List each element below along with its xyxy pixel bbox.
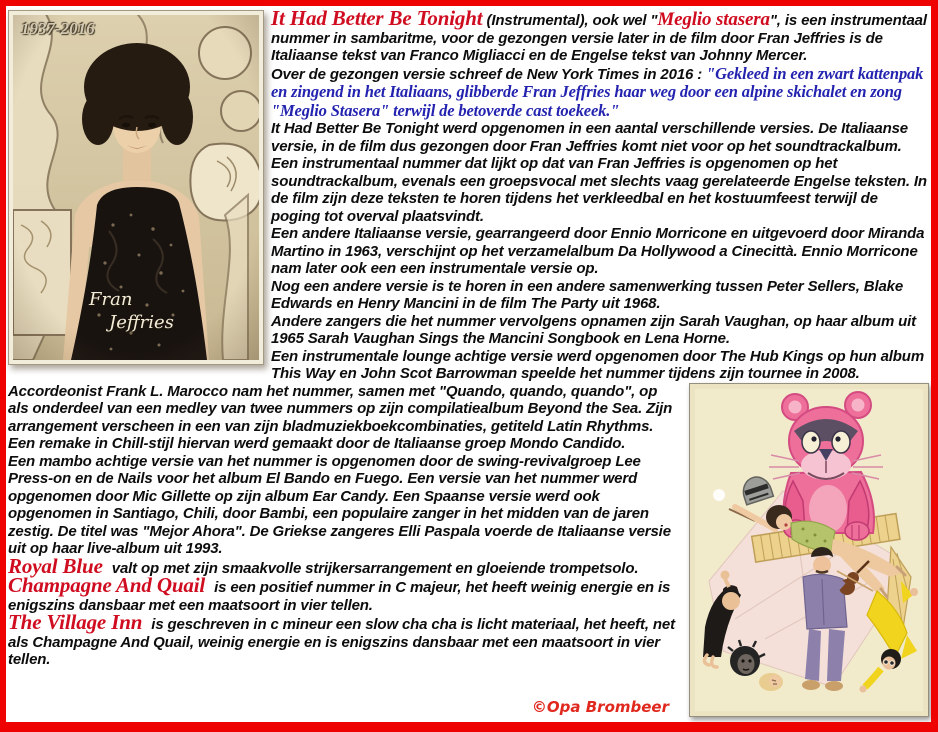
song-title: It Had Better Be Tonight	[271, 6, 483, 30]
song-alt-title: Meglio stasera	[657, 9, 770, 30]
blonde-woman-head	[759, 673, 783, 691]
track-title-village-inn: The Village Inn	[8, 610, 143, 634]
versions-paragraph: It Had Better Be Tonight werd opgenomen in een aantal verschillende versies. De Italiaanse versie, in de film dus gezongen door Fran Jeffries komt niet voor op het soundtrackalbum. Een instrumentaal nummer dat lijkt op dat van Fran Jeffries is opgenomen op het soundtrackalbum, evenals een groepsvocal met slechts vaag gerelateerde Engelse teksten. In de film zijn deze teksten te horen tijdens het verkleedbal en het kostuumfeest terwijl de poging tot overval plaatsvindt.	[271, 120, 927, 225]
lower-text-column	[8, 383, 677, 669]
remake-paragraph: Een remake in Chill-stijl hiervan werd gemaakt door de Italiaanse groep Mondo Candido.	[8, 435, 626, 452]
pink-panther-poster-art	[695, 389, 923, 711]
track-village-inn	[8, 610, 677, 669]
quote-lead: Over de gezongen versie schreef de New York Times in 2016 :	[271, 65, 707, 83]
author-credit: ©Opa Brombeer	[531, 698, 669, 716]
fran-jeffries-photo	[8, 10, 264, 365]
sepia-portrait-art	[13, 15, 259, 360]
lounge-paragraph: Een instrumentale lounge achtige versie werd opgenomen door The Hub Kings op hun album This Way en John Scot Barrowman speelde het nummer tijdens zijn tournee in 2008.	[271, 347, 925, 382]
mambo-paragraph: Een mambo achtige versie van het nummer is opgenomen door de swing-revivalgroep Lee Press-on en de Nails voor het album El Bando en Fuego. Een versie van het nummer werd opgenomen door Mic Gillette op zijn album Ear Candy. Een Spaanse versie werd ook opgenomen in Santiago, Chili, door Bambi, een populaire zanger in het midden van de jaren zestig. De titel was "Mejor Ahora". De Griekse zangeres Elli Paspala voerde de Italiaanse versie uit op haar live-album uit 1993.	[8, 452, 671, 557]
singers-paragraph: Andere zangers die het nummer vervolgens opnamen zijn Sarah Vaughan, op haar album uit 1965 Sarah Vaughan Sings the Mancini Songbook en Lena Horne.	[271, 312, 917, 347]
intro-text-1: (Instrumental), ook wel "	[482, 12, 658, 29]
track-text-royal-blue: valt op met zijn smaakvolle strijkersarrangement en gloeiende trompetsolo.	[107, 559, 639, 577]
signature-first-name: Fran	[89, 289, 133, 310]
track-title-champagne: Champagne And Quail	[8, 573, 206, 597]
life-years-label: 1937-2016	[21, 19, 95, 38]
quote-blue-text: "Gekleed in een zwart kattenpak en zingend in het Italiaans, glibberde Fran Jeffries haar weg door een alpine skichalet en zong "Meglio Stasera" terwijl de betoverde cast toekeek."	[271, 63, 924, 120]
pink-panther-poster	[689, 383, 929, 717]
party-paragraph: Nog een andere versie is te horen in een andere samenwerking tussen Peter Sellers, Blake Edwards en Henry Mancini in de film The Party uit 1968.	[271, 277, 904, 312]
morricone-paragraph: Een andere Italiaanse versie, gearrangeerd door Ennio Morricone en uitgevoerd door Miranda Martino in 1963, verschijnt op het verzamelalbum Da Hollywood a Cinecittà. Ennio Morricone nam later ook een een instrumentale versie op.	[271, 225, 925, 277]
track-title-royal-blue: Royal Blue	[8, 553, 103, 578]
signature-last-name: Jeffries	[109, 312, 174, 333]
marocco-paragraph: Accordeonist Frank L. Marocco nam het nummer, samen met "Quando, quando, quando", op als onderdeel van een medley van twee nummers op zijn compilatiealbum Beyond the Sea. Zijn arrangement verscheen in een van zijn bladmuziekboekcombinaties, getiteld Latin Rhythms.	[8, 382, 673, 435]
track-text-village-inn: is geschreven in c mineur een slow cha cha is licht materiaal, het heeft, net als Champagne And Quail, weinig energie en is enigszins dansbaar met een maatsoort in vier tellen.	[8, 616, 675, 668]
track-text-champagne: is een positief nummer in C majeur, het heeft weinig energie en is enigszins dansbaar met een maatsoort in vier tellen.	[8, 579, 671, 614]
intro-text-2: ", is een instrumentaal nummer in sambaritme, voor de gezongen versie later in de film door Fran Jeffries is de Italiaanse tekst van Franco Migliacci en de Engelse tekst van Johnny Mercer.	[271, 12, 927, 64]
track-champagne-and-quail	[8, 573, 677, 614]
